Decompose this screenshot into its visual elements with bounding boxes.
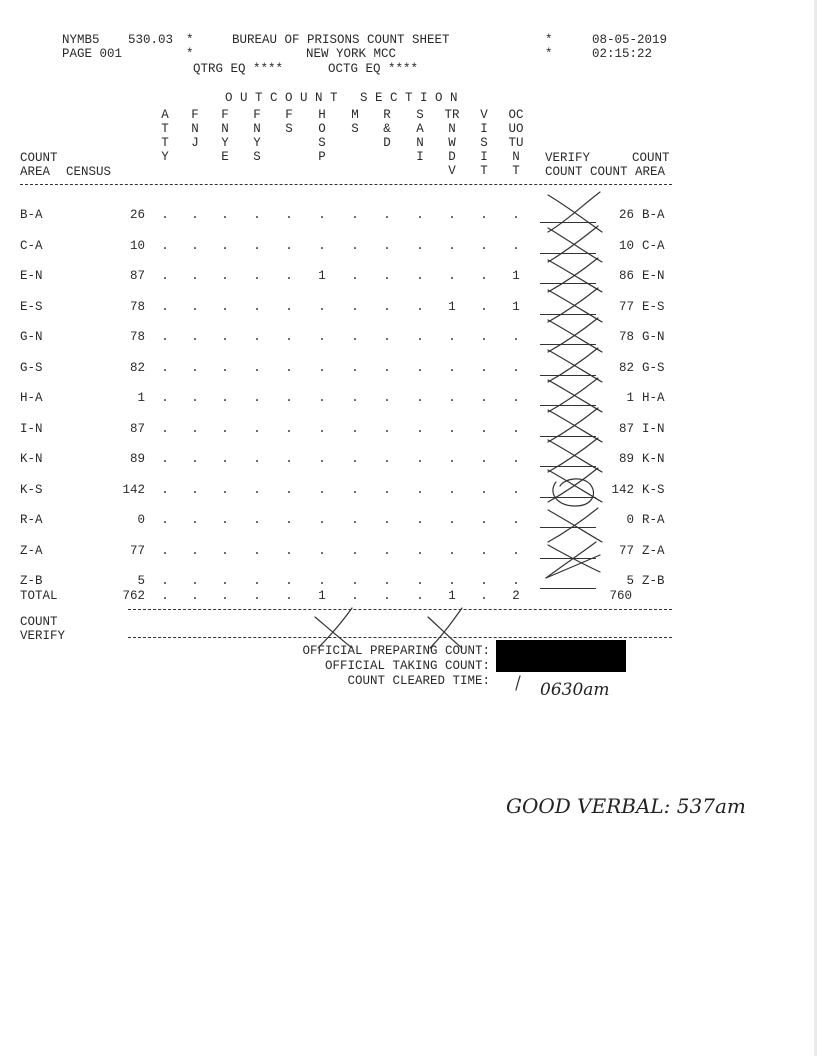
outcount-cell: .: [318, 513, 326, 527]
outcount-cell: .: [512, 208, 520, 222]
outcount-cell: .: [318, 208, 326, 222]
outcount-cell: .: [480, 269, 488, 283]
outcount-cell: .: [191, 300, 199, 314]
outcount-col-7-header: M: [351, 108, 359, 122]
outcount-cell: .: [383, 452, 391, 466]
count-cell: 5: [626, 574, 634, 588]
outcount-cell: .: [480, 544, 488, 558]
outcount-cell: .: [285, 544, 293, 558]
outcount-cell: .: [285, 300, 293, 314]
count-area-right-cell: G-S: [642, 361, 665, 375]
report-code: 530.03: [128, 33, 174, 47]
outcount-cell: .: [318, 239, 326, 253]
outcount-cell: .: [480, 239, 488, 253]
outcount-cell: .: [351, 574, 359, 588]
outcount-cell: .: [383, 574, 391, 588]
outcount-cell: .: [191, 483, 199, 497]
header-star-1: *: [186, 33, 194, 47]
report-time: 02:15:22: [592, 47, 653, 61]
count-area-cell: E-S: [20, 300, 43, 314]
outcount-col-4-header: F: [253, 108, 261, 122]
count-cell: 1: [626, 391, 634, 405]
count-area-cell: K-S: [20, 483, 43, 497]
page-number: PAGE 001: [62, 47, 123, 61]
report-title: BUREAU OF PRISONS COUNT SHEET: [232, 33, 450, 47]
outcount-cell: .: [318, 361, 326, 375]
outcount-cell: .: [318, 574, 326, 588]
outcount-col-12-header: N: [512, 150, 520, 164]
header-star-2: *: [545, 33, 553, 47]
official-preparing-label: OFFICIAL PREPARING COUNT:: [302, 644, 490, 658]
verify-count-area-header: COUNT COUNT AREA: [545, 165, 666, 179]
outcount-col-8-header: &: [383, 122, 391, 136]
outcount-cell: .: [448, 513, 456, 527]
outcount-cell: .: [512, 574, 520, 588]
outcount-cell: .: [161, 483, 169, 497]
outcount-cell: .: [383, 330, 391, 344]
outcount-section-title: O U T C O U N T S E C T I O N: [225, 91, 458, 105]
count-area-cell: C-A: [20, 239, 43, 253]
outcount-cell: 1: [448, 589, 456, 603]
outcount-cell: .: [191, 422, 199, 436]
outcount-col-12-header: TU: [508, 136, 524, 150]
outcount-col-8-header: D: [383, 136, 391, 150]
outcount-cell: .: [351, 361, 359, 375]
outcount-col-6-header: P: [318, 150, 326, 164]
outcount-cell: .: [161, 391, 169, 405]
outcount-cell: 1: [318, 589, 326, 603]
outcount-cell: .: [253, 589, 261, 603]
outcount-cell: .: [253, 391, 261, 405]
outcount-cell: .: [161, 239, 169, 253]
outcount-cell: .: [285, 452, 293, 466]
outcount-cell: .: [416, 361, 424, 375]
outcount-cell: 1: [448, 300, 456, 314]
census-cell: 82: [129, 361, 145, 375]
outcount-cell: .: [253, 483, 261, 497]
outcount-cell: .: [512, 544, 520, 558]
count-area-right-cell: Z-B: [642, 574, 665, 588]
outcount-col-3-header: F: [221, 108, 229, 122]
outcount-cell: .: [351, 269, 359, 283]
count-area-cell: H-A: [20, 391, 43, 405]
outcount-cell: .: [512, 239, 520, 253]
outcount-col-4-header: S: [253, 150, 261, 164]
count-area-right-cell: Z-A: [642, 544, 665, 558]
outcount-col-6-header: S: [318, 136, 326, 150]
outcount-cell: .: [416, 208, 424, 222]
outcount-cell: .: [351, 513, 359, 527]
outcount-cell: .: [318, 452, 326, 466]
census-cell: 142: [122, 483, 145, 497]
verbal-note-handwritten: GOOD VERBAL: 537am: [506, 794, 746, 818]
outcount-cell: 1: [512, 300, 520, 314]
outcount-col-5-header: S: [285, 122, 293, 136]
facility-name: NEW YORK MCC: [306, 47, 397, 61]
outcount-cell: .: [161, 422, 169, 436]
count-area-cell: Z-A: [20, 544, 43, 558]
outcount-cell: .: [383, 544, 391, 558]
outcount-col-2-header: F: [191, 108, 199, 122]
outcount-cell: .: [221, 391, 229, 405]
outcount-cell: .: [285, 208, 293, 222]
count-area-cell: Z-B: [20, 574, 43, 588]
count-cell: 10: [618, 239, 634, 253]
outcount-cell: .: [318, 483, 326, 497]
census-cell: 26: [129, 208, 145, 222]
outcount-cell: .: [318, 391, 326, 405]
outcount-cell: .: [318, 330, 326, 344]
outcount-cell: .: [512, 422, 520, 436]
outcount-cell: .: [448, 422, 456, 436]
outcount-col-1-header: T: [161, 122, 169, 136]
qtrg-label: QTRG EQ ****: [193, 62, 284, 76]
outcount-cell: .: [191, 269, 199, 283]
outcount-cell: .: [448, 391, 456, 405]
outcount-col-10-header: W: [448, 136, 456, 150]
outcount-cell: .: [253, 574, 261, 588]
outcount-cell: .: [416, 513, 424, 527]
count-cleared-label: COUNT CLEARED TIME:: [347, 674, 490, 688]
outcount-cell: .: [512, 391, 520, 405]
outcount-cell: .: [221, 269, 229, 283]
outcount-cell: .: [285, 269, 293, 283]
outcount-cell: 1: [318, 269, 326, 283]
outcount-cell: 2: [512, 589, 520, 603]
outcount-col-7-header: S: [351, 122, 359, 136]
count-cell: 87: [618, 422, 634, 436]
outcount-col-11-header: I: [480, 122, 488, 136]
count-cell: 142: [611, 483, 634, 497]
census-cell: 5: [137, 574, 145, 588]
outcount-cell: .: [351, 208, 359, 222]
count-area-right-cell: E-N: [642, 269, 665, 283]
count-area-right-cell: B-A: [642, 208, 665, 222]
outcount-cell: .: [448, 208, 456, 222]
octg-label: OCTG EQ ****: [328, 62, 419, 76]
outcount-cell: .: [448, 452, 456, 466]
outcount-cell: 1: [512, 269, 520, 283]
outcount-col-6-header: O: [318, 122, 326, 136]
census-cell: 89: [129, 452, 145, 466]
outcount-cell: .: [221, 422, 229, 436]
outcount-col-11-header: I: [480, 150, 488, 164]
verify-header: VERIFY: [545, 151, 591, 165]
outcount-col-10-header: N: [448, 122, 456, 136]
census-cell: 78: [129, 300, 145, 314]
outcount-cell: .: [285, 330, 293, 344]
census-cell: 0: [137, 513, 145, 527]
outcount-cell: .: [191, 208, 199, 222]
outcount-cell: .: [448, 269, 456, 283]
outcount-cell: .: [253, 361, 261, 375]
outcount-cell: .: [383, 589, 391, 603]
outcount-cell: .: [480, 513, 488, 527]
outcount-cell: .: [416, 391, 424, 405]
official-taking-label: OFFICIAL TAKING COUNT:: [324, 659, 490, 673]
outcount-cell: .: [161, 330, 169, 344]
outcount-cell: .: [480, 574, 488, 588]
outcount-cell: .: [351, 391, 359, 405]
census-cell: 87: [129, 269, 145, 283]
outcount-col-10-header: D: [448, 150, 456, 164]
outcount-cell: .: [448, 361, 456, 375]
count-cell: 26: [618, 208, 634, 222]
outcount-cell: .: [448, 574, 456, 588]
outcount-col-9-header: S: [416, 108, 424, 122]
outcount-col-1-header: T: [161, 136, 169, 150]
outcount-cell: .: [253, 208, 261, 222]
outcount-col-12-header: OC: [508, 108, 524, 122]
count-cell: 82: [618, 361, 634, 375]
outcount-cell: .: [285, 361, 293, 375]
outcount-col-2-header: J: [191, 136, 199, 150]
outcount-cell: .: [285, 239, 293, 253]
outcount-cell: .: [351, 239, 359, 253]
count-area-header-2: AREA: [20, 165, 51, 179]
outcount-cell: .: [253, 239, 261, 253]
outcount-cell: .: [191, 391, 199, 405]
outcount-col-11-header: S: [480, 136, 488, 150]
outcount-cell: .: [383, 361, 391, 375]
right-count-header: COUNT: [632, 151, 670, 165]
count-area-right-cell: G-N: [642, 330, 665, 344]
outcount-cell: .: [161, 574, 169, 588]
outcount-cell: .: [221, 513, 229, 527]
census-header: CENSUS: [66, 165, 112, 179]
outcount-cell: .: [383, 300, 391, 314]
count-area-right-cell: H-A: [642, 391, 665, 405]
outcount-cell: .: [253, 300, 261, 314]
outcount-cell: .: [191, 574, 199, 588]
count-cell: 760: [609, 589, 632, 603]
count-area-cell: G-S: [20, 361, 43, 375]
outcount-cell: .: [285, 483, 293, 497]
outcount-cell: .: [416, 330, 424, 344]
outcount-cell: .: [351, 544, 359, 558]
outcount-cell: .: [416, 300, 424, 314]
count-cell: 0: [626, 513, 634, 527]
count-cell: 77: [618, 300, 634, 314]
outcount-cell: .: [161, 589, 169, 603]
outcount-col-3-header: E: [221, 150, 229, 164]
outcount-cell: .: [512, 483, 520, 497]
count-area-cell: TOTAL: [20, 589, 58, 603]
outcount-col-8-header: R: [383, 108, 391, 122]
outcount-cell: .: [161, 269, 169, 283]
outcount-cell: .: [221, 330, 229, 344]
header-star-4: *: [545, 47, 553, 61]
outcount-cell: .: [318, 544, 326, 558]
count-cell: 78: [618, 330, 634, 344]
census-cell: 77: [129, 544, 145, 558]
outcount-cell: .: [221, 300, 229, 314]
count-area-right-cell: C-A: [642, 239, 665, 253]
count-verify-label-2: VERIFY: [20, 629, 66, 643]
outcount-cell: .: [383, 239, 391, 253]
outcount-col-4-header: N: [253, 122, 261, 136]
outcount-cell: .: [191, 513, 199, 527]
outcount-cell: .: [351, 300, 359, 314]
outcount-cell: .: [285, 589, 293, 603]
count-verify-label-1: COUNT: [20, 615, 58, 629]
outcount-cell: .: [161, 452, 169, 466]
count-area-cell: K-N: [20, 452, 43, 466]
outcount-col-3-header: Y: [221, 136, 229, 150]
cleared-time-handwritten: 0630am: [540, 680, 610, 700]
outcount-col-11-header: V: [480, 108, 488, 122]
outcount-cell: .: [161, 300, 169, 314]
outcount-cell: .: [480, 391, 488, 405]
outcount-cell: .: [221, 208, 229, 222]
outcount-cell: .: [161, 513, 169, 527]
outcount-cell: .: [448, 483, 456, 497]
outcount-cell: .: [253, 422, 261, 436]
outcount-cell: .: [253, 269, 261, 283]
count-cell: 89: [618, 452, 634, 466]
outcount-cell: .: [221, 574, 229, 588]
outcount-cell: .: [416, 589, 424, 603]
count-area-cell: G-N: [20, 330, 43, 344]
outcount-cell: .: [480, 361, 488, 375]
outcount-cell: .: [480, 208, 488, 222]
outcount-col-12-header: UO: [508, 122, 524, 136]
count-area-right-cell: K-S: [642, 483, 665, 497]
outcount-cell: .: [416, 452, 424, 466]
outcount-col-10-header: V: [448, 164, 456, 178]
outcount-col-10-header: TR: [444, 108, 460, 122]
census-cell: 1: [137, 391, 145, 405]
outcount-cell: .: [285, 391, 293, 405]
outcount-cell: .: [416, 483, 424, 497]
outcount-cell: .: [161, 208, 169, 222]
outcount-cell: .: [221, 361, 229, 375]
outcount-cell: .: [351, 483, 359, 497]
outcount-cell: .: [318, 300, 326, 314]
report-date: 08-05-2019: [592, 33, 668, 47]
outcount-cell: .: [285, 513, 293, 527]
outcount-cell: .: [512, 513, 520, 527]
outcount-cell: .: [383, 513, 391, 527]
count-cell: 86: [618, 269, 634, 283]
outcount-col-6-header: H: [318, 108, 326, 122]
count-area-cell: B-A: [20, 208, 43, 222]
outcount-cell: .: [221, 589, 229, 603]
count-area-cell: I-N: [20, 422, 43, 436]
count-cell: 77: [618, 544, 634, 558]
outcount-cell: .: [221, 544, 229, 558]
outcount-cell: .: [416, 422, 424, 436]
outcount-cell: .: [351, 452, 359, 466]
outcount-cell: .: [221, 452, 229, 466]
outcount-col-9-header: I: [416, 150, 424, 164]
outcount-cell: .: [253, 544, 261, 558]
outcount-cell: .: [191, 239, 199, 253]
outcount-cell: .: [480, 452, 488, 466]
outcount-cell: .: [191, 361, 199, 375]
census-cell: 10: [129, 239, 145, 253]
outcount-cell: .: [351, 422, 359, 436]
outcount-col-1-header: A: [161, 108, 169, 122]
outcount-cell: .: [351, 330, 359, 344]
outcount-cell: .: [448, 239, 456, 253]
outcount-cell: .: [318, 422, 326, 436]
outcount-col-1-header: Y: [161, 150, 169, 164]
count-area-cell: E-N: [20, 269, 43, 283]
outcount-cell: .: [512, 452, 520, 466]
outcount-cell: .: [221, 239, 229, 253]
outcount-col-5-header: F: [285, 108, 293, 122]
census-cell: 762: [122, 589, 145, 603]
outcount-cell: .: [253, 452, 261, 466]
header-star-3: *: [186, 47, 194, 61]
outcount-cell: .: [351, 589, 359, 603]
outcount-col-3-header: N: [221, 122, 229, 136]
outcount-col-9-header: N: [416, 136, 424, 150]
outcount-cell: .: [383, 208, 391, 222]
outcount-cell: .: [512, 330, 520, 344]
outcount-cell: .: [416, 574, 424, 588]
outcount-col-9-header: A: [416, 122, 424, 136]
system-id: NYMB5: [62, 33, 100, 47]
outcount-cell: .: [480, 483, 488, 497]
outcount-cell: .: [191, 330, 199, 344]
count-area-right-cell: K-N: [642, 452, 665, 466]
outcount-cell: .: [191, 544, 199, 558]
outcount-cell: .: [285, 422, 293, 436]
count-area-right-cell: R-A: [642, 513, 665, 527]
outcount-cell: .: [161, 544, 169, 558]
outcount-cell: .: [416, 544, 424, 558]
count-area-cell: R-A: [20, 513, 43, 527]
count-area-right-cell: I-N: [642, 422, 665, 436]
outcount-cell: .: [285, 574, 293, 588]
outcount-cell: .: [480, 422, 488, 436]
count-area-right-cell: E-S: [642, 300, 665, 314]
outcount-cell: .: [383, 422, 391, 436]
outcount-cell: .: [253, 513, 261, 527]
outcount-cell: .: [191, 452, 199, 466]
outcount-cell: .: [221, 483, 229, 497]
outcount-cell: .: [416, 269, 424, 283]
outcount-cell: .: [480, 589, 488, 603]
outcount-cell: .: [416, 239, 424, 253]
outcount-cell: .: [161, 361, 169, 375]
outcount-cell: .: [253, 330, 261, 344]
outcount-col-2-header: N: [191, 122, 199, 136]
outcount-cell: .: [512, 361, 520, 375]
outcount-cell: .: [480, 300, 488, 314]
census-cell: 78: [129, 330, 145, 344]
outcount-cell: .: [448, 544, 456, 558]
outcount-cell: .: [383, 483, 391, 497]
outcount-cell: .: [191, 589, 199, 603]
outcount-cell: .: [480, 330, 488, 344]
outcount-col-4-header: Y: [253, 136, 261, 150]
count-area-header-1: COUNT: [20, 151, 58, 165]
outcount-cell: .: [383, 269, 391, 283]
outcount-cell: .: [383, 391, 391, 405]
outcount-col-11-header: T: [480, 164, 488, 178]
outcount-cell: .: [448, 330, 456, 344]
census-cell: 87: [129, 422, 145, 436]
outcount-col-12-header: T: [512, 164, 520, 178]
